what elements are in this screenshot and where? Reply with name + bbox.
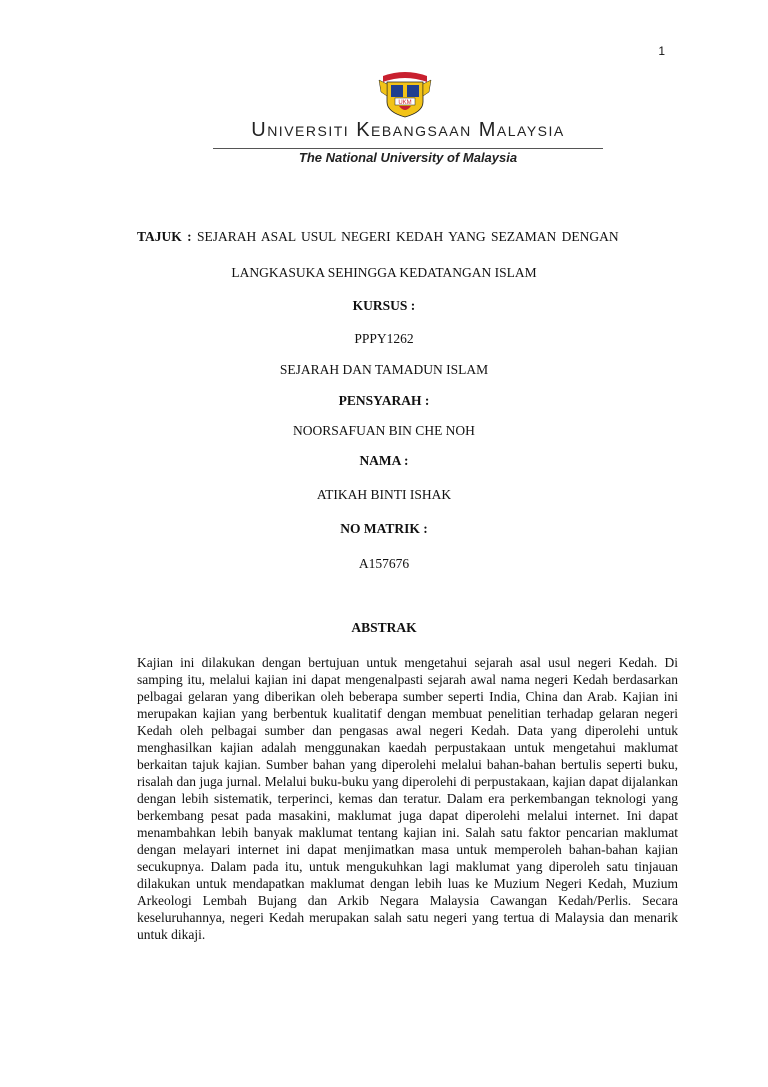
matric-heading: NO MATRIK : [340,521,428,536]
course-heading: KURSUS : [352,298,416,313]
student-name-heading: NAMA : [359,453,409,468]
title-line-1 [137,229,619,245]
title-line-2: LANGKASUKA SEHINGGA KEDATANGAN ISLAM [231,265,537,280]
university-wordmark: Universiti Kebangsaan Malaysia [251,119,565,141]
ukm-crest-icon [373,68,437,118]
matric-number: A157676 [358,556,410,571]
page-number: 1 [658,44,665,58]
university-logo [213,68,603,168]
abstract-body: Kajian ini dilakukan dengan bertujuan untuk mengetahui sejarah asal usul negeri Kedah. Di samping itu, melalui kajian ini dapat mengenalpasti sejarah awal nama negeri Kedah berdasarkan pelbagai gelaran yang diberikan oleh beberapa sumber seperti India, China dan Arab. Kajian ini merupakan kajian yang berbentuk kualitatif dengan membuat penelitian terhadap gelaran negeri Kedah oleh pelbagai sumber dan pengasas awal negeri Kedah. Data yang diperolehi untuk menghasilkan kajian adalah menggunakan kaedah perpustakaan untuk mengetahui maklumat berkaitan tajuk kajian. Sumber bahan yang diperolehi melalui bahan-bahan bertulis seperti buku, risalah dan juga jurnal. Melalui buku-buku yang diperolehi di perpustakaan, kajian dapat dijalankan dengan lebih sistematik, terperinci, kemas dan teratur. Dalam era perkembangan teknologi yang berkembang pesat pada masakini, maklumat juga dapat diperolehi melalui internet. Ini dapat menambahkan lebih banyak maklumat tentang kajian ini. Salah satu faktor pencarian maklumat dengan melayari internet ini dapat menjimatkan masa untuk memperoleh bahan-bahan kajian secukupnya. Dalam pada itu, untuk mengukuhkan lagi maklumat yang diperoleh satu tinjauan dilakukan untuk mendapatkan maklumat dengan lebih luas ke Muzium Negeri Kedah, Muzium Arkeologi Lembah Bujang dan Arkib Negara Malaysia Cawangan Kedah/Perlis. Secara keseluruhannya, negeri Kedah merupakan salah satu negeri yang tertua di Malaysia dan menarik untuk dikaji. [137,655,678,942]
title-text-1: SEJARAH ASAL USUL NEGERI KEDAH YANG SEZAMAN DENGAN [197,229,619,244]
logo-divider [213,148,603,149]
lecturer-heading: PENSYARAH : [338,393,430,408]
course-name: SEJARAH DAN TAMADUN ISLAM [279,362,489,377]
university-tagline: The National University of Malaysia [298,150,518,165]
lecturer-name: NOORSAFUAN BIN CHE NOH [293,423,475,438]
title-label: TAJUK : [137,229,192,244]
student-name: ATIKAH BINTI ISHAK [316,487,452,502]
crest-label: UKM [398,100,412,106]
course-code: PPPY1262 [354,331,414,346]
abstract-heading: ABSTRAK [351,620,417,635]
